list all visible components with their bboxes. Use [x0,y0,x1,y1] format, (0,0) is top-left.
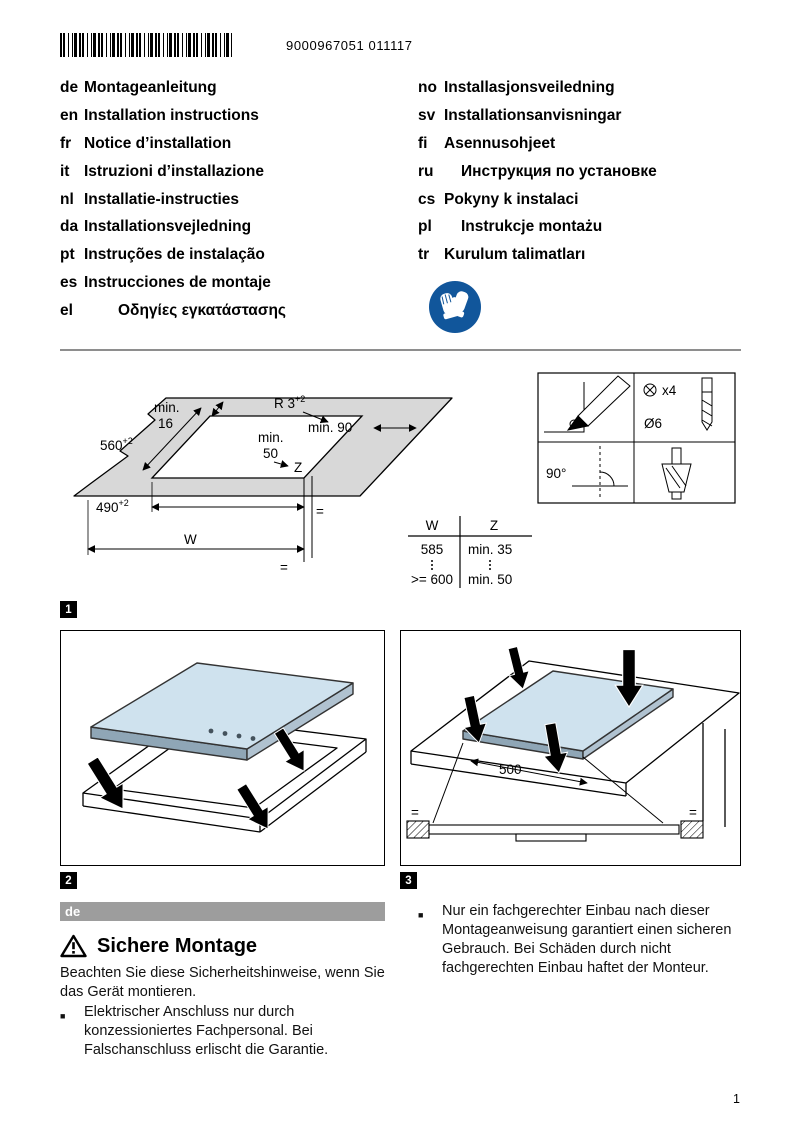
language-item [60,269,286,297]
safety-gloves-icon [428,280,482,334]
language-name: Montageanleitung [84,78,217,96]
language-name: Kurulum talimatları [444,246,586,264]
language-code: da [60,218,79,236]
language-item [60,186,286,214]
bullet-marker: ■ [418,910,424,920]
language-name: Installationsvejledning [84,218,252,236]
drill-angle-icon [572,446,628,498]
bullet-item [418,902,742,978]
language-item [418,130,657,158]
language-item [60,130,286,158]
equal-mark: = [411,805,419,820]
language-item [418,74,657,102]
table-cell: min. 35 [468,542,513,557]
language-code: sv [418,106,436,124]
dim-label-560: $560^{+2}$ [100,436,133,453]
language-item [60,297,286,325]
equal-mark: = [689,805,697,820]
language-item [60,213,286,241]
dim-label-500: 500 [499,762,522,777]
language-code: es [60,274,78,292]
language-section-bar: de [60,902,385,921]
table-cell: >= 600 [410,572,454,587]
table-cell: min. 50 [468,572,513,587]
spec-table [408,516,532,588]
dim-label-90deg: 90° [546,466,567,481]
barcode [60,33,232,57]
language-item [60,158,286,186]
section-heading: Sichere Montage [97,934,258,957]
drill-detail-panel [538,373,735,503]
figure-insert-hob [60,630,385,866]
language-name: Asennusohjeet [444,134,556,152]
label-x4: x4 [662,383,677,398]
worktop-drawing [74,398,452,562]
dim-label-16: 16 [158,416,174,431]
equal-mark: = [316,504,324,519]
language-item [418,158,657,186]
language-item [418,241,657,269]
language-item [418,102,657,130]
intro-text: Beachten Sie diese Sicherheitshinweise, wenn Sie das Gerät montieren. [60,965,385,1000]
language-code: el [60,302,73,320]
language-item [60,241,286,269]
language-code: en [60,106,79,124]
language-name: Οδηγίες εγκατάστασης [118,302,286,320]
language-list-left [60,74,286,325]
bullet-marker: ■ [60,1011,66,1021]
language-item [60,102,286,130]
language-name: Instrukcje montażu [461,218,603,236]
bullet-text: Nur ein fachgerechter Einbau nach dieser Montageanweisung garantiert einen sicheren Gebrauch. Bei Schäden durch nicht fachgerechten Einbau haftet der Monteur. [442,903,732,976]
doc-number: 9000967051 011117 [286,38,413,53]
language-name: Installation instructions [84,106,259,124]
language-code: nl [60,190,74,208]
language-code: fr [60,134,72,152]
dim-label-50: 50 [263,446,279,461]
equal-mark: = [280,560,288,575]
language-code: fi [418,134,428,152]
dim-label-490: $490^{+2}$ [96,498,129,515]
language-name: Istruzioni d’installazione [84,162,264,180]
language-name: Инструкция по установке [461,162,657,180]
language-name: Installatie-instructies [84,190,240,208]
dim-label-w: W [184,532,197,547]
section-heading-row [60,934,257,958]
dim-label-min16: min. [154,400,180,415]
figure-badge-2: 2 [60,872,77,889]
section-divider [60,349,741,351]
language-name: Installationsanvisningar [444,106,622,124]
language-code: no [418,78,437,96]
table-header-z: Z [489,518,499,533]
language-code: ru [418,162,434,180]
bullet-text: Elektrischer Anschluss nur durch konzessioniertes Fachpersonal. Bei Falschanschluss erlischt die Garantie. [84,1004,329,1058]
language-code: pt [60,246,75,264]
figure-badge-3: 3 [400,872,417,889]
drill-bit-icon [702,378,712,430]
language-code: de [60,78,79,96]
page-number: 1 [733,1092,740,1106]
dim-label-min90: min. 90 [308,420,353,435]
bullet-item [60,1003,392,1060]
language-name: Notice d’installation [84,134,232,152]
language-name: Installasjonsveiledning [444,78,615,96]
language-list-right [418,74,657,269]
language-name: Instrucciones de montaje [84,274,271,292]
dim-label-r3: R $3^{+2}$ [274,394,306,411]
countersink-bit-icon [662,448,691,499]
language-name: Pokyny k instalaci [444,190,579,208]
scriber-pencil-icon [544,376,630,432]
label-dia6: Ø6 [644,416,663,431]
table-header-w: W [425,518,439,533]
language-item [60,74,286,102]
figure-badge-1: 1 [60,601,77,618]
language-item [418,186,657,214]
dim-label-z: Z [294,460,303,475]
language-code: tr [418,246,430,264]
figure-position-hob [400,630,741,866]
language-code: pl [418,218,432,236]
warning-triangle-icon [60,934,87,958]
language-code: cs [418,190,436,208]
screw-icon [644,384,656,396]
table-cell: 585 [420,542,444,557]
figure-cutout-dimensions [60,366,741,598]
language-code: it [60,162,70,180]
dim-label-min50: min. [258,430,284,445]
language-item [418,213,657,241]
language-name: Instruções de instalação [84,246,265,264]
